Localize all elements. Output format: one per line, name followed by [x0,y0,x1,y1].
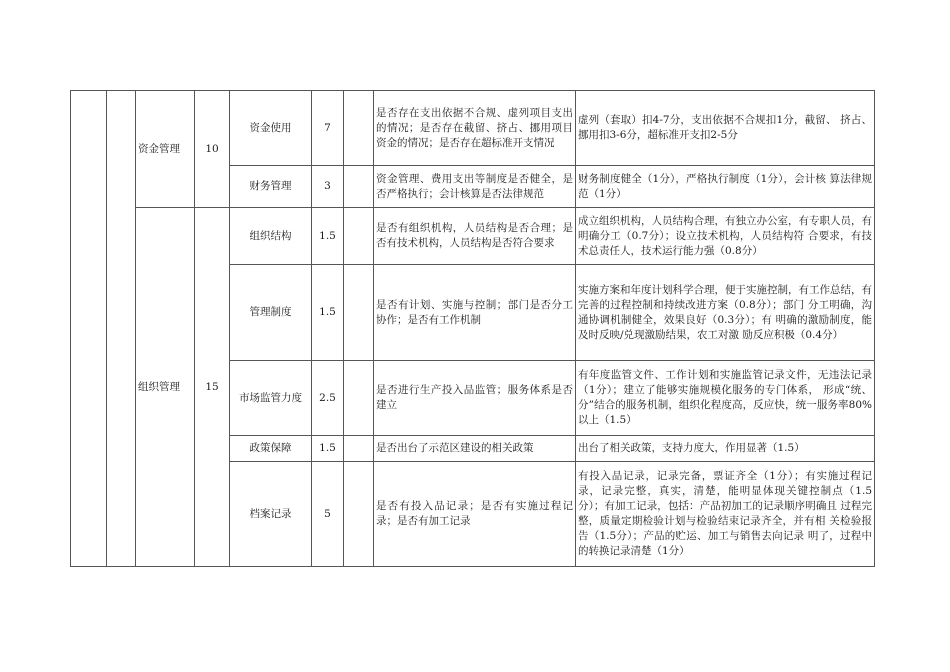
item-name: 政策保障 [249,442,292,454]
criteria-text: 是否存在支出依据不合规、虚列项目支出的情况；是否存在截留、挤占、挪用项目资金的情况；是否存在超标准开支情况 [376,106,573,149]
item-score: 7 [324,121,331,134]
standard-cell [576,208,875,265]
outer-blank-cell [71,91,107,567]
category-cell [136,208,195,567]
category-label: 组织管理 [138,380,180,393]
empty-cell [344,208,374,265]
score-cell [312,462,344,567]
item-name: 市场监管力度 [239,391,302,404]
standard-cell [576,436,875,462]
item-cell [230,91,312,166]
empty-cell [344,462,374,567]
score-cell [312,265,344,361]
standard-cell [576,166,875,208]
empty-cell [344,361,374,436]
item-score: 1.5 [319,306,336,318]
score-cell [312,436,344,462]
standard-text: 实施方案和年度计划科学合理，便于实施控制，有工作总结，有完善的过程控制和持续改进方案（0.8分）；部门 分工明确，沟通协调机制健全，效果良好（0.3分）；有 明确的激励制度，能及时反映/兑现激励结果，农工对激 励反应积极（0.4分） [578,283,872,341]
category-cell [136,91,195,208]
criteria-cell [374,361,576,436]
item-cell [230,166,312,208]
item-score: 5 [324,507,331,520]
criteria-cell [374,166,576,208]
standard-cell [576,361,875,436]
score-cell [312,208,344,265]
standard-text: 出台了相关政策，支持力度大，作用显著（1.5） [578,442,805,454]
criteria-text: 是否进行生产投入品监管；服务体系是否建立 [376,384,573,411]
item-name: 财务管理 [249,180,292,192]
category-score-cell [195,91,230,208]
standard-cell [576,91,875,166]
item-name: 管理制度 [249,306,292,318]
criteria-text: 是否有投入品记录；是否有实施过程记录；是否有加工记录 [376,500,573,527]
item-cell [230,436,312,462]
category-score: 10 [205,142,219,155]
criteria-cell [374,91,576,166]
standard-cell [576,265,875,361]
item-score: 1.5 [319,229,336,242]
criteria-text: 是否有计划、实施与控制；部门是否分工协作；是否有工作机制 [376,298,573,326]
standard-text: 财务制度健全（1分），严格执行制度（1分），会计核 算法律规范（1分） [578,172,872,200]
criteria-cell [374,462,576,567]
criteria-cell [374,265,576,361]
evaluation-table [70,90,875,567]
empty-cell [344,265,374,361]
score-cell [312,91,344,166]
item-cell [230,265,312,361]
category-label: 资金管理 [138,142,180,155]
criteria-text: 资金管理、费用支出等制度是否健全，是否严格执行；会计核算是否法律规范 [376,172,573,200]
score-cell [312,361,344,436]
standard-text: 有年度监管文件、工作计划和实施监管记录文件，无违法记录（1分）；建立了能够实施规模化服务的专门体系， 形成“统、分”结合的服务机制，组织化程度高，反应快，统一服务率80%以上（1.5） [578,369,872,426]
item-score: 1.5 [319,442,336,454]
item-score: 2.5 [319,391,336,404]
empty-cell [344,91,374,166]
item-cell [230,208,312,265]
item-name: 组织结构 [249,229,292,242]
score-cell [312,166,344,208]
criteria-text: 是否出台了示范区建设的相关政策 [376,442,534,454]
category-score-cell [195,208,230,567]
standard-text: 成立组织机构，人员结构合理，有独立办公室，有专职人员，有明确分工（0.7分）；设立技术机构，人员结构符 合要求，有技术总责任人，技术运行能力强（0.8分） [578,214,872,257]
standard-text: 有投入品记录，记录完备，票证齐全（1分）；有实施过程记录，记录完整，真实，清楚，能明显体现关键控制点（1.5分）；有加工记录，包括：产品初加工的记录顺序明确且 过程完整，质量定期检验计划与检验结束记录齐全，并有相 关检验报告（1.5分）；产品的贮运、加工与销售去向记录 明了，过程中的转换记录清楚（1分） [578,470,872,557]
standard-cell [576,462,875,567]
item-cell [230,361,312,436]
criteria-text: 是否有组织机构，人员结构是否合理；是否有技术机构，人员结构是否符合要求 [376,222,573,249]
outer-blank-cell [107,91,136,567]
empty-cell [344,436,374,462]
table-row [71,208,875,265]
item-name: 档案记录 [249,507,292,520]
item-score: 3 [324,180,331,192]
standard-text: 虚列（套取）扣4-7分，支出依据不合规扣1分，截留、 挤占、挪用扣3-6分，超标准开支扣2-5分 [578,114,872,141]
criteria-cell [374,436,576,462]
item-cell [230,462,312,567]
category-score: 15 [205,380,219,393]
table-row [71,91,875,166]
criteria-cell [374,208,576,265]
item-name: 资金使用 [249,121,292,134]
empty-cell [344,166,374,208]
